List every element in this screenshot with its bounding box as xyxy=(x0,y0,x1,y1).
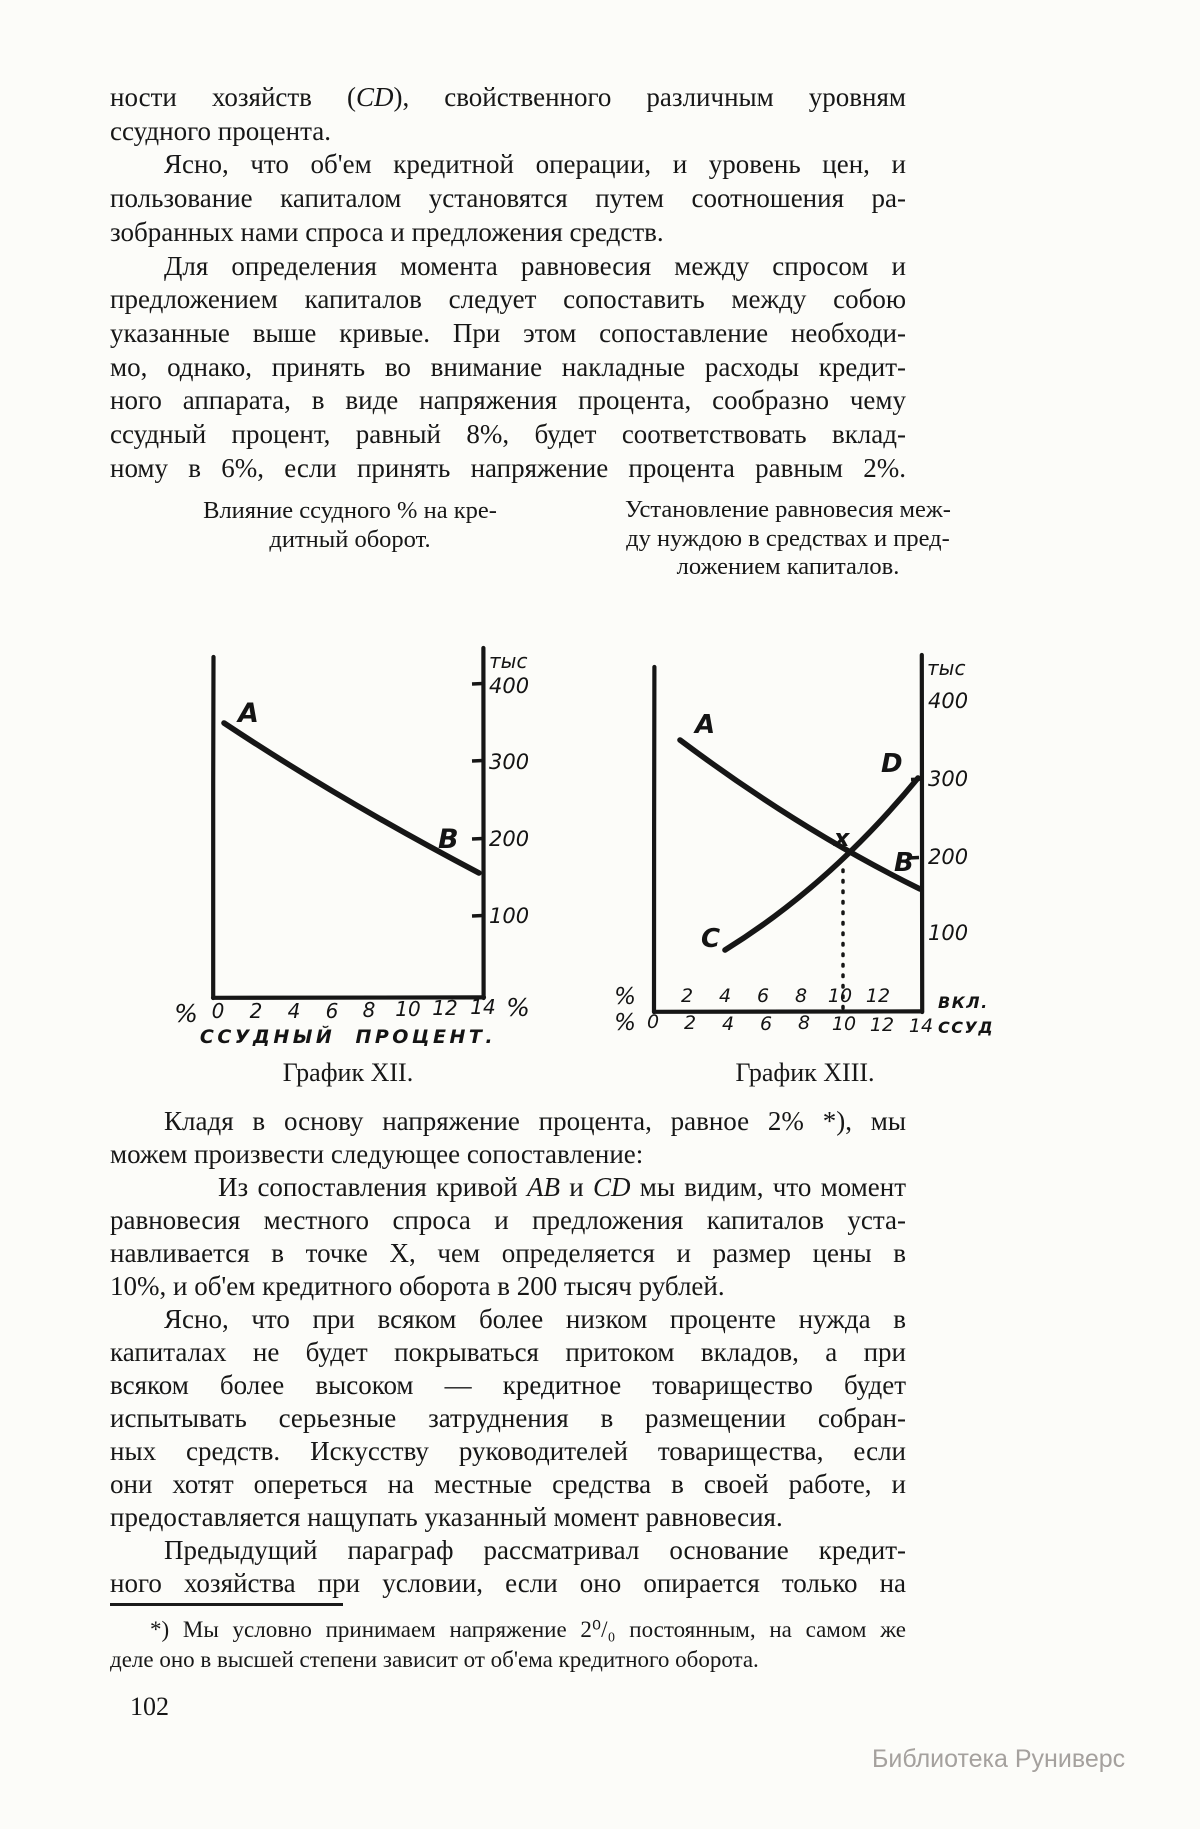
point-label-a: A xyxy=(238,698,259,729)
text-line: ссудный процент, равный 8%, будет соответствовать вклад- xyxy=(110,419,906,450)
text-segment-italic: CD xyxy=(355,82,394,112)
text-line: 10%, и об'ем кредитного оборота в 200 тысяч рублей. xyxy=(110,1271,725,1301)
text-line: мо, однако, принять во внимание накладные расходы кредит- xyxy=(110,351,906,382)
text-line: равновесия местного спроса и предложения капиталов уста- xyxy=(110,1205,906,1235)
y-tick-label-400: 400 xyxy=(928,689,969,713)
caption-line: Влияние ссудного % на кре- xyxy=(203,497,497,524)
caption-chart-13 xyxy=(608,496,968,582)
text-line: ному в 6%, если принять напряжение процента равным 2%. xyxy=(110,452,906,483)
text-segment-italic: CD xyxy=(592,1172,631,1202)
text-line xyxy=(110,1171,906,1204)
text-line: Предыдущий параграф рассматривал основание кредит- xyxy=(164,1535,906,1565)
text-line: они хотят опереться на местные средства в своей работе, и xyxy=(110,1469,906,1499)
text-segment: Из сопоставления кривой xyxy=(218,1172,527,1202)
page-number: 102 xyxy=(130,1692,169,1721)
text-line: испытывать серьезные затруднения в размещении собран- xyxy=(110,1403,906,1433)
y-tick-400 xyxy=(472,684,483,685)
y-tick-label-200: 200 xyxy=(928,845,969,869)
text-line: указанные выше кривые. При этом сопоставление необходи- xyxy=(110,317,906,348)
y-tick-label-400: 400 xyxy=(489,674,530,698)
top-tick-label-12: 12 xyxy=(865,985,891,1007)
chart-13-equilibrium-supply-demand xyxy=(600,640,1010,1060)
bottom-tick-label-10: 10 xyxy=(831,1013,857,1035)
y-axis-unit-label: тыс xyxy=(489,649,528,673)
text-segment: мы видим, что момент xyxy=(630,1172,906,1202)
top-tick-label-8: 8 xyxy=(794,985,808,1007)
body-text-bottom xyxy=(110,1105,906,1600)
x-tick-label-10: 10 xyxy=(395,997,421,1021)
x-tick-label-8: 8 xyxy=(362,998,376,1022)
point-label-b: B xyxy=(438,824,459,855)
text-line: предоставляется нащупать указанный момент равновесия. xyxy=(110,1502,783,1532)
caption-chart-12 xyxy=(150,497,550,554)
top-tick-label-10: 10 xyxy=(827,985,853,1007)
bottom-row-label-loans: ССУД xyxy=(938,1018,995,1037)
x-tick-label-2: 2 xyxy=(249,999,263,1023)
footnote xyxy=(110,1615,906,1675)
top-tick-label-2: 2 xyxy=(680,985,694,1007)
text-segment: и xyxy=(559,1172,593,1202)
y-tick-300 xyxy=(472,761,483,762)
text-line: зобранных нами спроса и предложения средств. xyxy=(110,216,664,247)
text-line: Ясно, что об'ем кредитной операции, и уровень цен, и xyxy=(164,149,906,180)
x-axis-title: ССУДНЫЙ ПРОЦЕНТ. xyxy=(199,1026,497,1048)
text-line: ных средств. Искусству руководителей товарищества, если xyxy=(110,1436,906,1466)
text-line: капиталах не будет покрываться притоком вкладов, а при xyxy=(110,1337,906,1367)
body-text-top xyxy=(110,81,906,485)
bottom-tick-label-6: 6 xyxy=(759,1013,773,1035)
text-line: Для определения момента равновесия между спросом и xyxy=(164,250,906,281)
y-tick-label-300: 300 xyxy=(928,767,969,791)
text-line: предложением капиталов следует сопоставить между собою xyxy=(110,284,906,315)
figure-label-chart-13: График XIII. xyxy=(735,1058,875,1087)
y-tick-label-100: 100 xyxy=(928,921,969,945)
chart-12-loan-rate-vs-credit-turnover xyxy=(140,640,540,1060)
point-label-a: A xyxy=(695,710,716,740)
text-line: ного хозяйства при условии, если оно опирается только на xyxy=(110,1568,906,1598)
bottom-tick-label-0: 0 xyxy=(646,1011,660,1033)
text-line: ного аппарата, в виде напряжения процента, сообразно чему xyxy=(110,385,906,416)
y-tick-200 xyxy=(472,839,483,840)
text-segment: ности хозяйств ( xyxy=(110,82,356,112)
bottom-tick-label-4: 4 xyxy=(721,1013,735,1035)
footnote-line: *) Мы условно принимаем напряжение 2⁰/₀ постоянным, на самом же xyxy=(150,1617,906,1642)
bottom-tick-label-12: 12 xyxy=(869,1014,895,1036)
percent-sign-right: % xyxy=(506,993,530,1022)
percent-sign-bottom-row: % xyxy=(614,1010,636,1036)
footnote-separator-rule xyxy=(110,1603,343,1606)
caption-line: ду нуждою в средствах и пред- xyxy=(626,524,950,552)
y-tick-100 xyxy=(472,916,483,917)
x-tick-label-14: 14 xyxy=(470,995,496,1019)
y-tick-label-100: 100 xyxy=(489,904,530,928)
percent-sign-left: % xyxy=(174,999,198,1028)
text-line: ссудного процента. xyxy=(110,115,331,146)
y-axis-unit-label: тыс xyxy=(927,656,966,680)
top-row-label-deposits: ВКЛ. xyxy=(938,993,989,1012)
curve-cd-supply-of-capital xyxy=(725,778,918,950)
bottom-tick-label-8: 8 xyxy=(797,1012,811,1034)
text-line: навливается в точке X, чем определяется и размер цены в xyxy=(110,1238,906,1268)
bottom-tick-label-14: 14 xyxy=(908,1015,934,1037)
x-tick-label-6: 6 xyxy=(325,999,339,1023)
text-line: можем произвести следующее сопоставление: xyxy=(110,1139,644,1169)
bottom-tick-label-2: 2 xyxy=(683,1012,697,1034)
x-tick-label-4: 4 xyxy=(287,999,301,1023)
text-line: всяком более высоком — кредитное товарищество будет xyxy=(110,1370,906,1400)
point-label-c: C xyxy=(701,924,721,954)
y-tick-label-300: 300 xyxy=(489,750,530,774)
y-tick-label-200: 200 xyxy=(489,827,530,851)
caption-line: ложением капиталов. xyxy=(676,553,900,580)
text-line: Ясно, что при всяком более низком проценте нужда в xyxy=(164,1304,906,1334)
text-segment: ), свойственного различным уровням xyxy=(393,82,906,112)
text-line: пользование капиталом установятся путем соотношения ра- xyxy=(110,183,906,214)
percent-sign-top-row: % xyxy=(614,984,636,1010)
library-watermark: Библиотека Руниверс xyxy=(872,1745,1126,1773)
footnote-line: деле оно в высшей степени зависит от об'ема кредитного оборота. xyxy=(110,1647,759,1672)
text-line xyxy=(110,81,906,115)
text-segment-italic: AB xyxy=(526,1172,560,1202)
x-tick-label-12: 12 xyxy=(432,996,458,1020)
figure-label-chart-12: График XII. xyxy=(282,1058,414,1087)
top-tick-label-6: 6 xyxy=(756,985,770,1007)
point-label-x-equilibrium: x xyxy=(834,824,850,852)
caption-line: Установление равновесия меж- xyxy=(625,496,951,523)
text-line: Кладя в основу напряжение процента, равное 2% *), мы xyxy=(164,1106,906,1136)
point-label-d: D xyxy=(881,749,903,779)
point-label-b: B xyxy=(894,848,914,878)
caption-line: дитный оборот. xyxy=(269,525,431,553)
top-tick-label-4: 4 xyxy=(718,985,732,1007)
x-tick-label-0: 0 xyxy=(211,999,225,1023)
